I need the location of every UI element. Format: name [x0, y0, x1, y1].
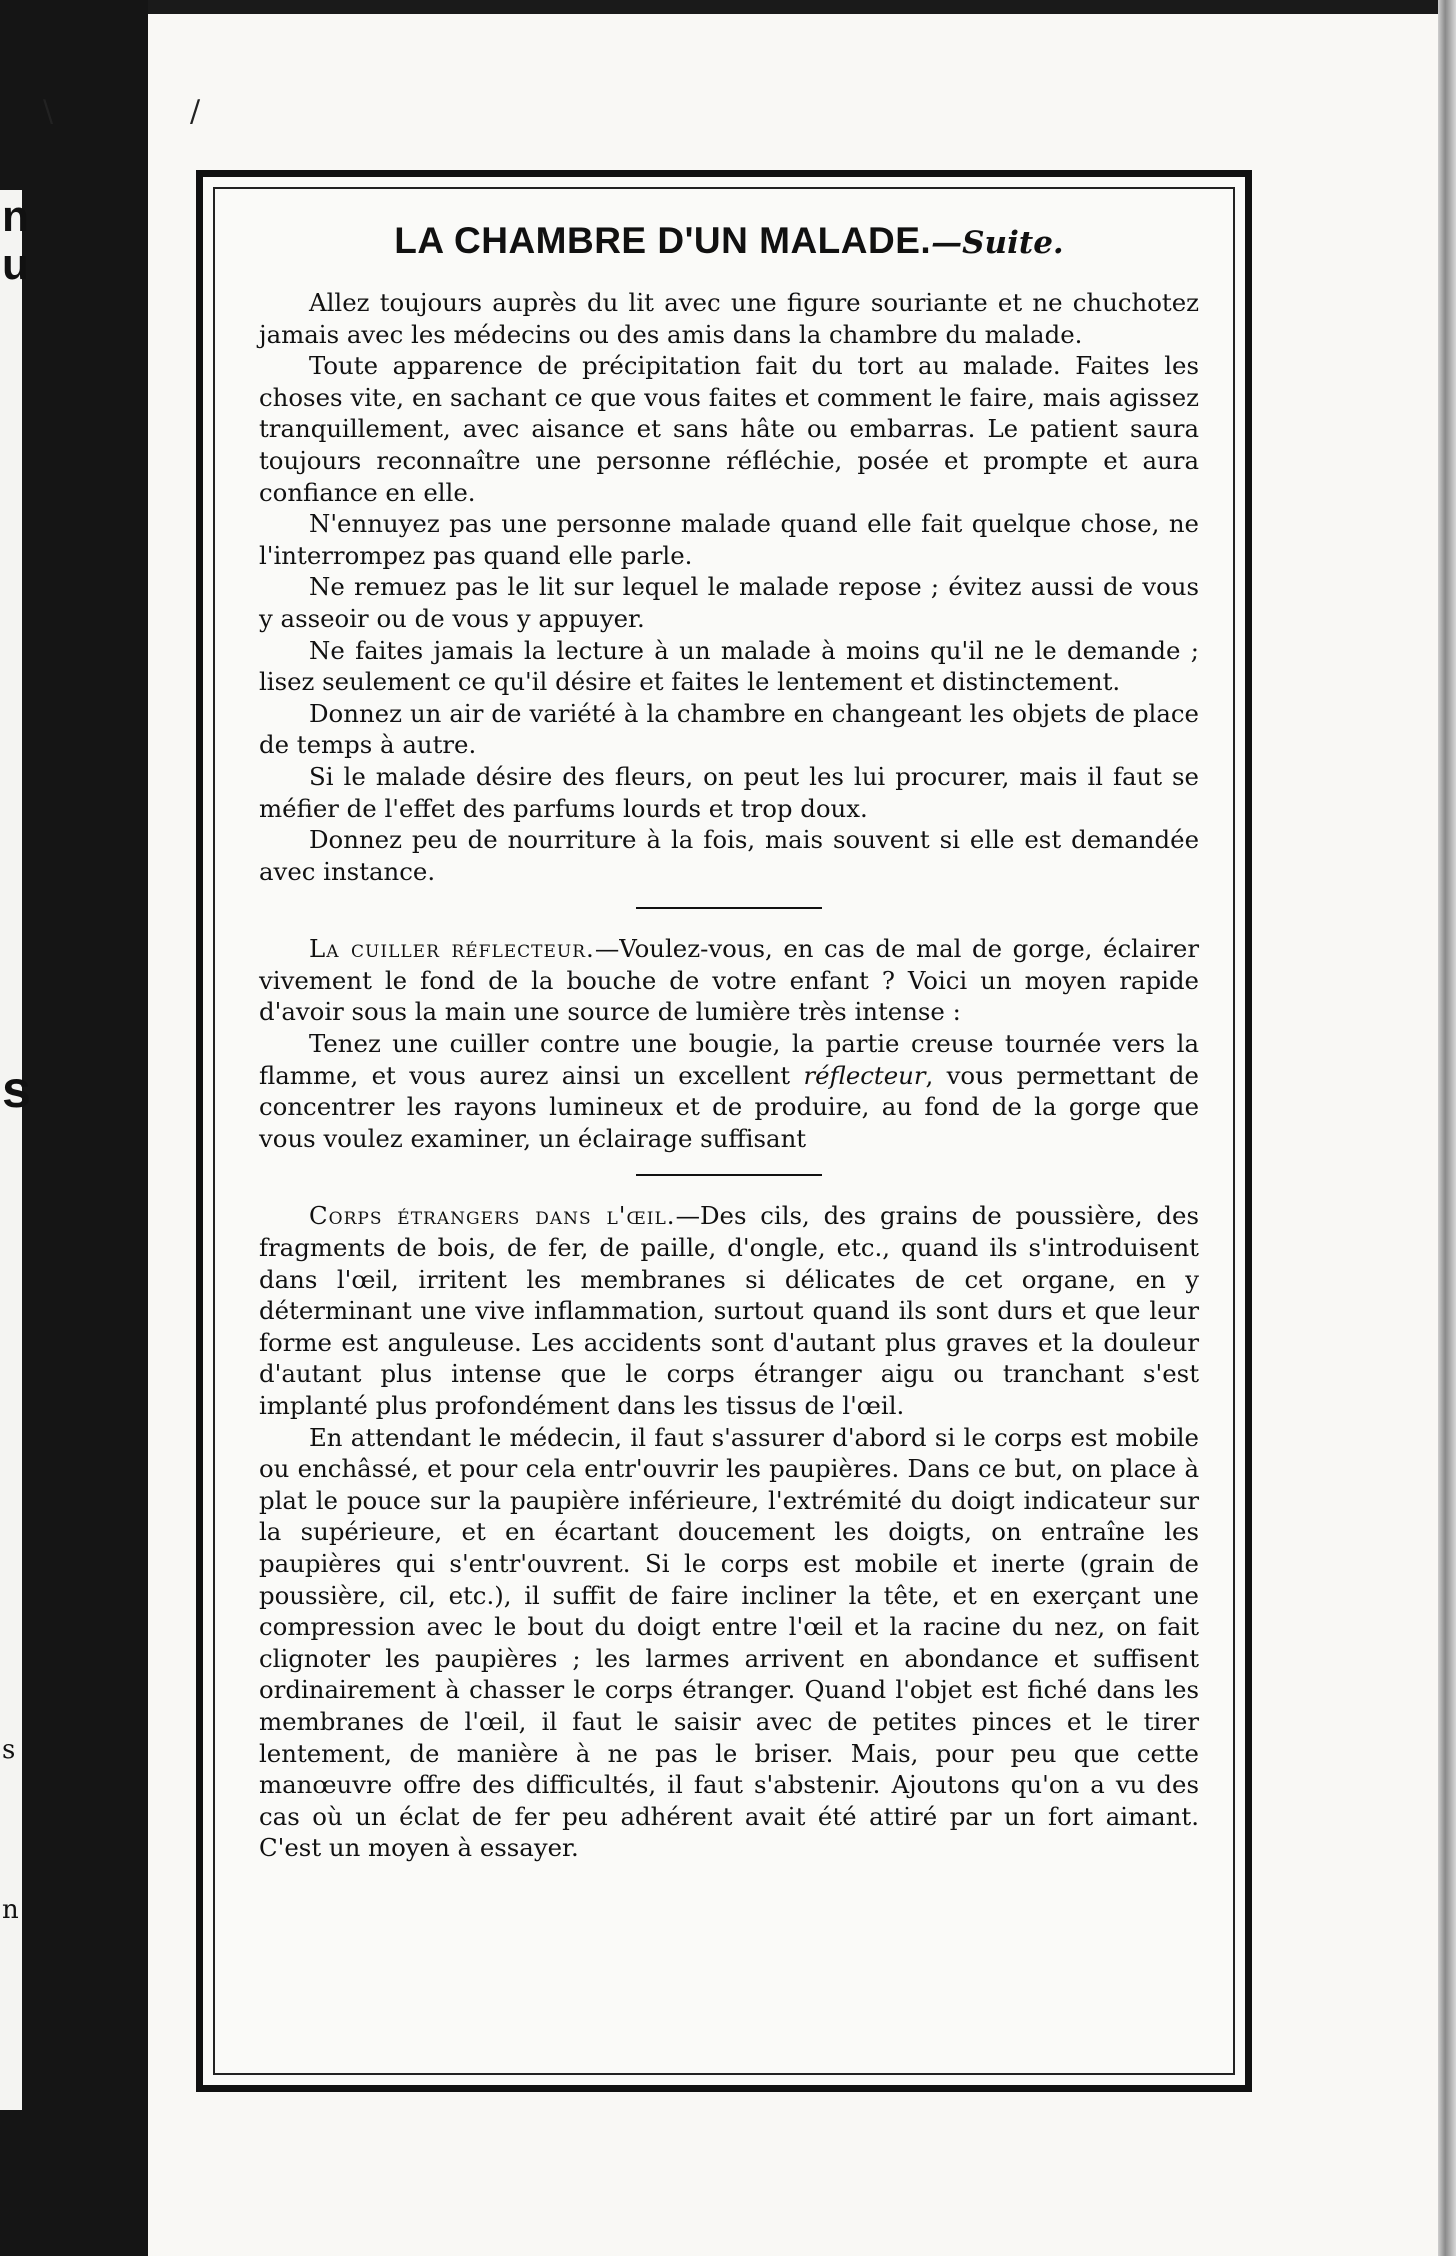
- cuiller-paragraph: [259, 933, 1199, 1028]
- paragraph: Donnez peu de nourriture à la fois, mais souvent si elle est demandée avec instance.: [259, 825, 1199, 886]
- facing-page-fragment: u: [2, 240, 29, 289]
- paragraph-text: —Voulez-vous, en cas de mal de gorge, éclairer vivement le fond de la bouche de votre enfant ? Voici un moyen rapide d'avoir sous la main une source de lumière très intense :: [259, 934, 1199, 1027]
- book-gutter: [0, 0, 148, 2256]
- facing-page-fragment: n: [2, 1895, 19, 1925]
- title-main: LA CHAMBRE D'UN MALADE.: [394, 220, 932, 261]
- paragraph: Ne faites jamais la lecture à un malade à moins qu'il ne le demande ; lisez seulement ce qu'il désire et faites le lentement et distinctement.: [259, 635, 1199, 697]
- paragraph: Ne remuez pas le lit sur lequel le malade repose ; évitez aussi de vous y asseoir ou de vous y appuyer.: [259, 572, 1199, 633]
- article-frame: [196, 170, 1252, 2092]
- scan-mark: /: [190, 94, 201, 129]
- paragraph-text: —Des cils, des grains de poussière, des fragments de bois, de fer, de paille, d'ongle, etc., quand ils s'introduisent dans l'œil, irritent les membranes si délicates de cet organe, en y déterminant une vive inflammation, surtout quand ils sont durs et que leur forme est anguleuse. Les accidents sont d'autant plus graves et la douleur d'autant plus intense que le corps étranger aigu ou tranchant s'est implanté plus profondément dans les tissus de l'œil.: [259, 1201, 1199, 1420]
- corps-paragraph-2: En attendant le médecin, il faut s'assurer d'abord si le corps est mobile ou enchâssé, et pour cela entr'ouvrir les paupières. Dans ce but, on place à plat le pouce sur la paupière inférieure, l'extrémité du doigt indicateur sur la supérieure, et en écartant doucement les doigts, on entraîne les paupières qui s'entr'ouvrent. Si le corps est mobile et inerte (grain de poussière, cil, etc.), il suffit de faire incliner la tête, et en exerçant une compression avec le bout du doigt entre l'œil et la racine du nez, on fait clignoter les paupières ; les larmes arrivent en abondance et suffisent ordinairement à chasser le corps étranger. Quand l'objet est fiché dans les membranes de l'œil, il faut le saisir avec de petites pinces et le tirer lentement, de manière à ne pas le briser. Mais, pour peu que cette manœuvre offre des difficultés, il faut s'abstenir. Ajoutons qu'on a vu des cas où un éclat de fer peu adhérent avait été attiré par un fort aimant. C'est un moyen à essayer.: [259, 1422, 1199, 1863]
- facing-page-strip: [0, 190, 31, 2110]
- section-heading: La cuiller réflecteur.: [309, 934, 595, 964]
- facing-page-fragment: n: [2, 192, 29, 241]
- section-divider: [636, 907, 822, 909]
- article-title: [259, 221, 1199, 265]
- scan-mark: \: [43, 94, 54, 129]
- corps-paragraph: [259, 1200, 1199, 1421]
- paragraph: Si le malade désire des fleurs, on peut les lui procurer, mais il faut se méfier de l'effet des parfums lourds et trop doux.: [259, 761, 1199, 823]
- facing-page-fragment: s: [2, 1735, 16, 1765]
- cuiller-paragraph-2: [259, 1028, 1199, 1154]
- facing-page-fragment: s: [2, 1061, 31, 1119]
- paragraph: Toute apparence de précipitation fait du tort au malade. Faites les choses vite, en sachant ce que vous faites et comment le faire, mais agissez tranquillement, avec aisance et sans hâte ou embarras. Le patient saura toujours reconnaître une personne réfléchie, posée et prompte et aura confiance en elle.: [259, 351, 1199, 507]
- section-divider: [636, 1174, 822, 1176]
- article-content: [259, 221, 1199, 1864]
- page-right-edge: [1438, 0, 1456, 2256]
- section-heading: Corps étrangers dans l'œil.: [309, 1201, 676, 1231]
- paragraph-text: , vous permettant de concentrer les rayons lumineux et de produire, au fond de la gorge que vous voulez examiner, un éclairage suffisant: [259, 1060, 1199, 1153]
- italic-term: réflecteur: [803, 1060, 926, 1090]
- paragraph-text: Tenez une cuiller contre une bougie, la partie creuse tournée vers la flamme, et vous aurez ainsi un excellent: [259, 1029, 1199, 1090]
- scan-top-edge: [0, 0, 1456, 14]
- paragraph: N'ennuyez pas une personne malade quand elle fait quelque chose, ne l'interrompez pas quand elle parle.: [259, 509, 1199, 570]
- paragraph: Donnez un air de variété à la chambre en changeant les objets de place de temps à autre.: [259, 698, 1199, 760]
- title-suffix: —Suite.: [931, 225, 1064, 261]
- paragraph: Allez toujours auprès du lit avec une figure souriante et ne chuchotez jamais avec les médecins ou des amis dans la chambre du malade.: [259, 288, 1199, 349]
